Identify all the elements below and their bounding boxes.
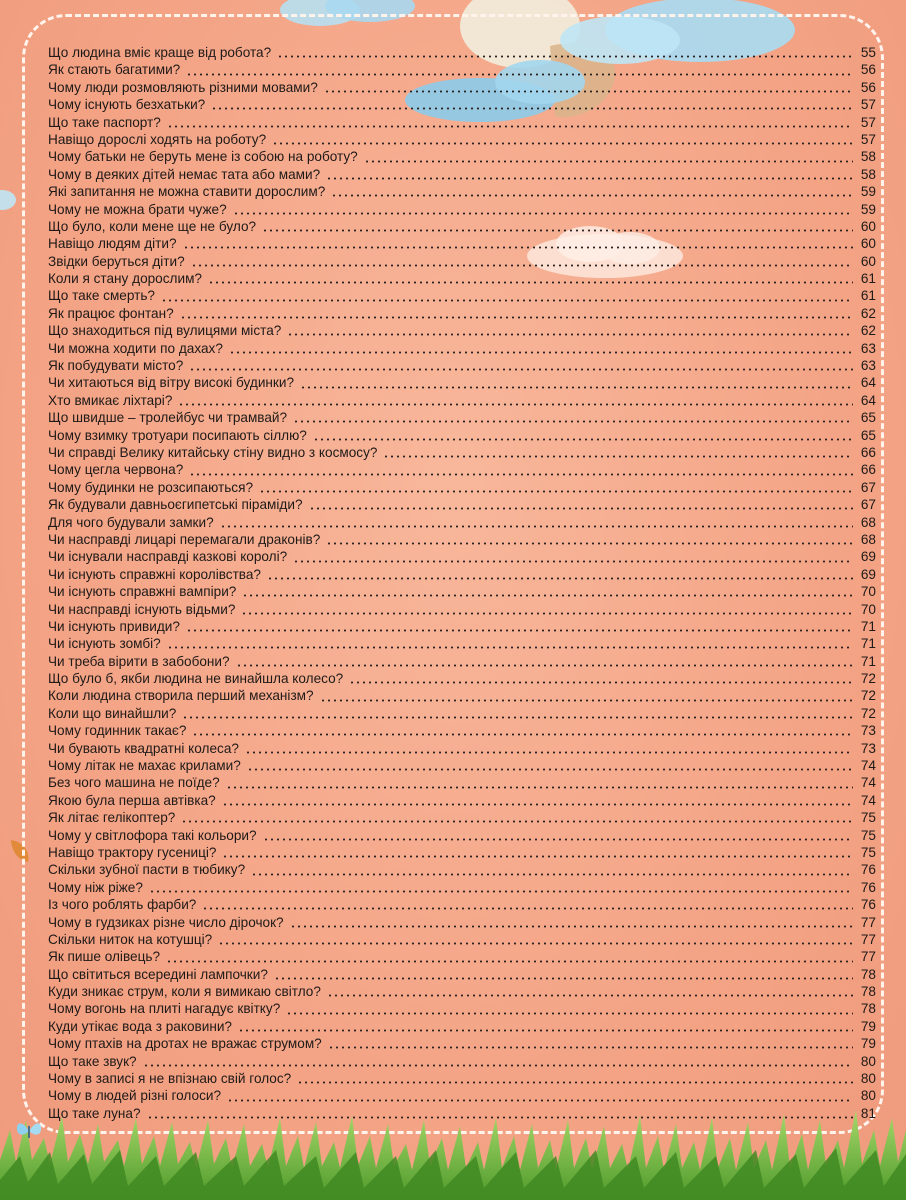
toc-page-number: 63 (860, 358, 876, 374)
toc-entry[interactable] (48, 218, 876, 235)
toc-title: Чи насправді лицарі перемагали драконів? (48, 531, 321, 547)
toc-leader (202, 907, 853, 910)
toc-entry[interactable] (48, 1053, 876, 1070)
toc-title: Чому в деяких дітей немає тата або мами? (48, 166, 321, 182)
toc-leader (161, 299, 853, 302)
toc-page-number: 78 (860, 984, 876, 1000)
toc-page-number: 62 (860, 323, 876, 339)
toc-entry[interactable] (48, 461, 876, 478)
toc-title: Чи існували насправді казкові королі? (48, 549, 288, 565)
toc-entry[interactable] (48, 322, 876, 339)
toc-leader (226, 786, 853, 789)
toc-entry[interactable] (48, 287, 876, 304)
toc-page-number: 76 (860, 862, 876, 878)
toc-title: Як стають багатими? (48, 62, 181, 78)
toc-title: Чому існують безхатьки? (48, 97, 206, 113)
toc-title: Чому не можна брати чуже? (48, 201, 227, 217)
toc-leader (293, 420, 853, 423)
toc-entry[interactable] (48, 966, 876, 983)
toc-title: Чому годинник такає? (48, 723, 187, 739)
toc-title: Що швидше – тролейбус чи трамвай? (48, 410, 288, 426)
toc-title: Що таке звук? (48, 1053, 137, 1069)
toc-title: Чи існують справжні королівства? (48, 566, 261, 582)
toc-page-number: 65 (860, 427, 876, 443)
toc-title: Чому цегла червона? (48, 462, 184, 478)
toc-page-number: 68 (860, 531, 876, 547)
blue-cloud-left-edge-icon (0, 188, 18, 212)
toc-leader (182, 716, 853, 719)
toc-entry[interactable] (48, 183, 876, 200)
toc-page-number: 57 (860, 114, 876, 130)
toc-leader (251, 873, 853, 876)
toc-leader (186, 73, 853, 76)
toc-page-number: 61 (860, 288, 876, 304)
toc-title: Чому у світлофора такі кольори? (48, 827, 257, 843)
toc-leader (222, 803, 853, 806)
toc-page-number: 63 (860, 340, 876, 356)
toc-title: Коли що винайшли? (48, 705, 177, 721)
toc-title: Звідки беруться діти? (48, 253, 185, 269)
toc-page-number: 61 (860, 271, 876, 287)
toc-page-number: 72 (860, 705, 876, 721)
toc-title: Чи треба вірити в забобони? (48, 653, 230, 669)
toc-page-number: 59 (860, 184, 876, 200)
toc-title: Чому батьки не беруть мене із собою на роботу? (48, 149, 358, 165)
toc-title: Без чого машина не поїде? (48, 775, 220, 791)
toc-page-number: 64 (860, 375, 876, 391)
toc-page-number: 76 (860, 879, 876, 895)
toc-title: Коли я стану дорослим? (48, 271, 202, 287)
toc-leader (143, 1064, 853, 1067)
toc-title: Чому будинки не розсипаються? (48, 479, 254, 495)
butterfly-icon (14, 1118, 44, 1144)
toc-page-number: 59 (860, 201, 876, 217)
toc-leader (192, 733, 853, 736)
toc-title: Що таке смерть? (48, 288, 155, 304)
toc-page-number: 58 (860, 149, 876, 165)
toc-page-number: 77 (860, 931, 876, 947)
toc-title: Чи насправді існують відьми? (48, 601, 236, 617)
toc-entry[interactable] (48, 757, 876, 774)
toc-entry[interactable] (48, 1070, 876, 1087)
toc-title: Чому люди розмовляють різними мовами? (48, 79, 318, 95)
toc-entry[interactable] (48, 618, 876, 635)
toc-entry[interactable] (48, 861, 876, 878)
toc-page-number: 71 (860, 636, 876, 652)
toc-page-number: 66 (860, 462, 876, 478)
toc-entry[interactable] (48, 496, 876, 513)
toc-title: Чи існують зомбі? (48, 636, 161, 652)
toc-page-number: 76 (860, 897, 876, 913)
toc-page-number: 57 (860, 131, 876, 147)
toc-leader (186, 629, 853, 632)
toc-entry[interactable] (48, 687, 876, 704)
toc-leader (189, 368, 853, 371)
toc-page-number: 77 (860, 914, 876, 930)
toc-title: Чи бувають квадратні колеса? (48, 740, 239, 756)
toc-page-number: 80 (860, 1071, 876, 1087)
toc-entry[interactable] (48, 653, 876, 670)
toc-leader (267, 577, 853, 580)
toc-entry[interactable] (48, 879, 876, 896)
toc-page-number: 67 (860, 497, 876, 513)
toc-page-number: 79 (860, 1036, 876, 1052)
toc-leader (167, 646, 853, 649)
toc-entry[interactable] (48, 705, 876, 722)
toc-entry[interactable] (48, 583, 876, 600)
toc-page-number: 74 (860, 792, 876, 808)
toc-entry[interactable] (48, 566, 876, 583)
toc-title: Чи можна ходити по дахах? (48, 340, 223, 356)
toc-leader (218, 942, 853, 945)
toc-leader (274, 977, 853, 980)
toc-entry[interactable] (48, 531, 876, 548)
toc-entry[interactable] (48, 635, 876, 652)
toc-page-number: 68 (860, 514, 876, 530)
toc-title: Як побудувати місто? (48, 358, 184, 374)
toc-leader (233, 212, 853, 215)
toc-leader (247, 768, 853, 771)
toc-leader (220, 525, 853, 528)
toc-entry[interactable] (48, 948, 876, 965)
toc-title: Навіщо людям діти? (48, 236, 177, 252)
toc-title: Чому вогонь на плиті нагадує квітку? (48, 1001, 281, 1017)
toc-page-number: 75 (860, 844, 876, 860)
toc-title: Що знаходиться під вулицями міста? (48, 323, 282, 339)
toc-leader (229, 351, 853, 354)
toc-page-number: 67 (860, 479, 876, 495)
toc-leader (222, 855, 853, 858)
toc-leader (364, 160, 853, 163)
toc-title: Що світиться всередині лампочки? (48, 966, 268, 982)
toc-page-number: 69 (860, 549, 876, 565)
toc-leader (149, 890, 853, 893)
toc-page-number: 78 (860, 1001, 876, 1017)
toc-leader (349, 681, 853, 684)
toc-title: Як будували давньоєгипетські піраміди? (48, 497, 303, 513)
toc-leader (320, 699, 853, 702)
toc-page-number: 55 (860, 45, 876, 60)
toc-title: Як літає гелікоптер? (48, 810, 176, 826)
toc-leader (272, 142, 853, 145)
toc-entry[interactable] (48, 392, 876, 409)
toc-leader (181, 820, 853, 823)
toc-leader (290, 925, 853, 928)
toc-page-number: 56 (860, 62, 876, 78)
grass-icon (0, 1090, 906, 1200)
toc-page-number: 60 (860, 236, 876, 252)
toc-leader (180, 316, 853, 319)
toc-page-number: 72 (860, 688, 876, 704)
toc-page-number: 77 (860, 949, 876, 965)
toc-entry[interactable] (48, 409, 876, 426)
toc-entry[interactable] (48, 357, 876, 374)
table-of-contents (48, 44, 876, 1122)
toc-leader (297, 1081, 853, 1084)
toc-entry[interactable] (48, 44, 876, 61)
toc-title: Які запитання не можна ставити дорослим? (48, 184, 326, 200)
toc-entry[interactable] (48, 427, 876, 444)
toc-entry[interactable] (48, 1000, 876, 1017)
toc-page-number: 80 (860, 1088, 876, 1104)
toc-entry[interactable] (48, 1018, 876, 1035)
toc-leader (326, 177, 853, 180)
toc-page-number: 66 (860, 444, 876, 460)
toc-entry[interactable] (48, 983, 876, 1000)
toc-page-number: 64 (860, 392, 876, 408)
toc-title: Чому птахів на дротах не вражає струмом? (48, 1036, 322, 1052)
toc-leader (166, 960, 853, 963)
toc-title: Що було б, якби людина не винайшла колесо? (48, 671, 344, 687)
toc-entry[interactable] (48, 201, 876, 218)
toc-leader (208, 281, 853, 284)
toc-leader (331, 194, 853, 197)
toc-entry[interactable] (48, 166, 876, 183)
toc-leader (287, 333, 853, 336)
toc-page-number: 73 (860, 723, 876, 739)
toc-entry[interactable] (48, 114, 876, 131)
toc-leader (245, 751, 853, 754)
toc-leader (211, 107, 853, 110)
toc-title: Куди утікає вода з раковини? (48, 1018, 232, 1034)
toc-leader (242, 594, 853, 597)
toc-entry[interactable] (48, 774, 876, 791)
toc-entry[interactable] (48, 148, 876, 165)
toc-page-number: 79 (860, 1018, 876, 1034)
toc-page-number: 60 (860, 218, 876, 234)
toc-entry[interactable] (48, 722, 876, 739)
toc-page-number: 70 (860, 601, 876, 617)
toc-leader (191, 264, 853, 267)
toc-page-number: 60 (860, 253, 876, 269)
toc-leader (241, 612, 853, 615)
toc-title: Чому літак не махає крилами? (48, 758, 241, 774)
toc-page-number: 74 (860, 758, 876, 774)
toc-entry[interactable] (48, 235, 876, 252)
toc-title: Коли людина створила перший механізм? (48, 688, 314, 704)
toc-title: Куди зникає струм, коли я вимикаю світло? (48, 984, 321, 1000)
toc-page-number: 58 (860, 166, 876, 182)
toc-title: Чому в людей різні голоси? (48, 1088, 222, 1104)
toc-entry[interactable] (48, 131, 876, 148)
toc-page-number: 71 (860, 618, 876, 634)
toc-entry[interactable] (48, 914, 876, 931)
toc-title: Чому в гудзиках різне число дірочок? (48, 914, 284, 930)
toc-leader (238, 1029, 853, 1032)
toc-page-number: 73 (860, 740, 876, 756)
toc-title: Чи справді Велику китайську стіну видно з космосу? (48, 444, 378, 460)
toc-leader (300, 386, 853, 389)
toc-title: Чи хитаються від вітру високі будинки? (48, 375, 295, 391)
toc-page-number: 72 (860, 671, 876, 687)
toc-page-number: 78 (860, 966, 876, 982)
toc-page-number: 56 (860, 79, 876, 95)
toc-title: Чи існують привиди? (48, 618, 180, 634)
toc-page-number: 57 (860, 97, 876, 113)
toc-entry[interactable] (48, 444, 876, 461)
toc-leader (326, 542, 853, 545)
toc-title: Що таке луна? (48, 1105, 141, 1121)
toc-entry[interactable] (48, 792, 876, 809)
toc-page-number: 65 (860, 410, 876, 426)
toc-page-number: 75 (860, 827, 876, 843)
toc-page-number: 80 (860, 1053, 876, 1069)
toc-page-number: 69 (860, 566, 876, 582)
toc-entry[interactable] (48, 1035, 876, 1052)
toc-leader (293, 560, 853, 563)
toc-leader (189, 473, 853, 476)
toc-title: Чому взимку тротуари посипають сіллю? (48, 427, 307, 443)
toc-leader (262, 229, 853, 232)
toc-title: Чому ніж ріже? (48, 879, 143, 895)
toc-title: Чи існують справжні вампіри? (48, 584, 237, 600)
toc-leader (327, 994, 853, 997)
toc-entry[interactable] (48, 479, 876, 496)
toc-title: Як працює фонтан? (48, 305, 174, 321)
toc-entry[interactable] (48, 931, 876, 948)
toc-entry[interactable] (48, 96, 876, 113)
toc-title: Навіщо дорослі ходять на роботу? (48, 131, 267, 147)
toc-title: Навіщо трактору гусениці? (48, 844, 217, 860)
toc-entry[interactable] (48, 340, 876, 357)
toc-title: Як пише олівець? (48, 949, 161, 965)
toc-title: Для чого будували замки? (48, 514, 214, 530)
toc-title: Чому в записі я не впізнаю свій голос? (48, 1071, 292, 1087)
toc-entry[interactable] (48, 809, 876, 826)
toc-title: Що було, коли мене ще не було? (48, 218, 257, 234)
toc-entry[interactable] (48, 548, 876, 565)
toc-page-number: 62 (860, 305, 876, 321)
toc-entry[interactable] (48, 827, 876, 844)
toc-leader (324, 90, 853, 93)
toc-leader (313, 438, 853, 441)
toc-leader (309, 507, 853, 510)
toc-leader (328, 1046, 853, 1049)
toc-title: Що людина вміє краще від робота? (48, 45, 272, 60)
toc-leader (178, 403, 853, 406)
toc-page-number: 70 (860, 584, 876, 600)
toc-entry[interactable] (48, 844, 876, 861)
toc-entry[interactable] (48, 896, 876, 913)
toc-leader (167, 125, 853, 128)
toc-leader (236, 664, 853, 667)
toc-entry[interactable] (48, 79, 876, 96)
toc-page-number: 81 (860, 1105, 876, 1121)
toc-title: Скільки ниток на котушці? (48, 931, 213, 947)
toc-leader (286, 1012, 853, 1015)
toc-title: Із чого роблять фарби? (48, 897, 197, 913)
toc-entry[interactable] (48, 253, 876, 270)
toc-entry[interactable] (48, 61, 876, 78)
toc-page-number: 75 (860, 810, 876, 826)
toc-title: Якою була перша автівка? (48, 792, 216, 808)
toc-title: Хто вмикає ліхтарі? (48, 392, 173, 408)
toc-entry[interactable] (48, 514, 876, 531)
toc-page-number: 71 (860, 653, 876, 669)
toc-entry[interactable] (48, 670, 876, 687)
toc-entry[interactable] (48, 305, 876, 322)
toc-title: Скільки зубної пасти в тюбику? (48, 862, 246, 878)
toc-entry[interactable] (48, 270, 876, 287)
toc-leader (183, 246, 853, 249)
toc-leader (263, 838, 853, 841)
toc-entry[interactable] (48, 374, 876, 391)
toc-entry[interactable] (48, 601, 876, 618)
toc-leader (277, 55, 853, 58)
toc-leader (383, 455, 853, 458)
toc-entry[interactable] (48, 740, 876, 757)
toc-leader (259, 490, 853, 493)
toc-title: Що таке паспорт? (48, 114, 161, 130)
toc-page-number: 74 (860, 775, 876, 791)
